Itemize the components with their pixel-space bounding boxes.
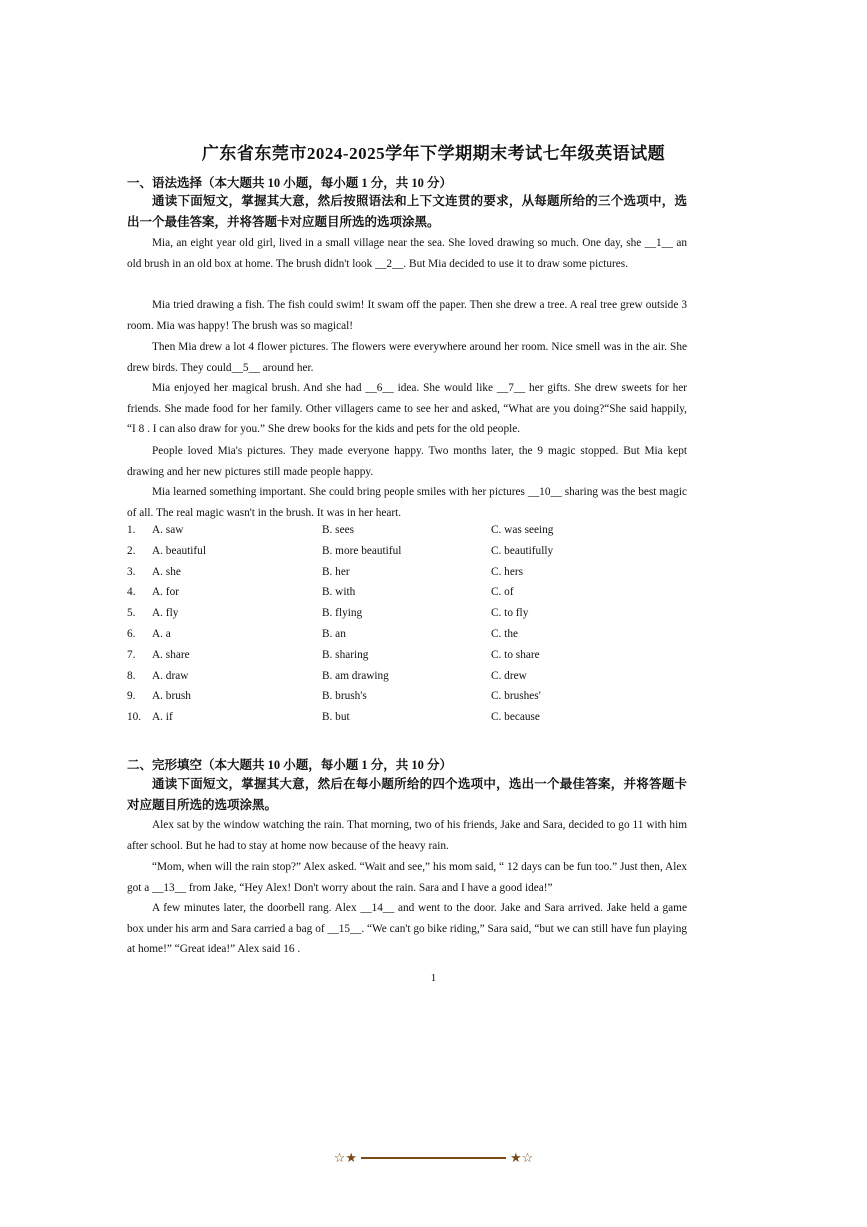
option-row <box>127 586 687 607</box>
option-row <box>127 690 687 711</box>
s1-paragraph-1: Mia, an eight year old girl, lived in a small village near the sea. She loved drawing so much. One day, she __1__ an old brush in an old box at home. The brush didn't look __2__. But Mia decided to use it to draw some pictures. <box>127 237 687 270</box>
option-a: A. brush <box>152 690 191 703</box>
option-number: 6. <box>127 627 136 640</box>
option-c: C. the <box>491 627 518 640</box>
page-number: 1 <box>430 972 437 984</box>
option-number: 3. <box>127 565 136 578</box>
option-c: C. drew <box>491 669 527 682</box>
s2-paragraph-3: A few minutes later, the doorbell rang. Alex __14__ and went to the door. Jake and Sara arrived. Jake held a game box under his arm and Sara carried a bag of __15__. “We can't go bike riding,” Sara said, “but we can still have fun playing at home!” “Great idea!” Alex said 16 . <box>127 902 687 956</box>
footer-rule <box>361 1157 506 1159</box>
footer-ornament <box>0 1150 867 1166</box>
s2-paragraph-1: Alex sat by the window watching the rain. That morning, two of his friends, Jake and Sara, decided to go 11 with him after school. But he had to stay at home now because of the heavy rain. <box>127 819 687 852</box>
option-b: B. sharing <box>322 648 369 661</box>
option-b: B. an <box>322 627 346 640</box>
option-a: A. beautiful <box>152 544 206 557</box>
option-c: C. beautifully <box>491 544 554 557</box>
section2-heading: 二、完形填空（本大题共 10 小题，每小题 1 分，共 10 分） <box>127 758 453 772</box>
option-c: C. of <box>491 586 514 599</box>
option-b: B. am drawing <box>322 669 389 682</box>
s1-paragraph-3: Then Mia drew a lot 4 flower pictures. The flowers were everywhere around her room. Nice smell was in the air. She drew birds. They could__5__ around her. <box>127 341 687 374</box>
option-c: C. to fly <box>491 607 529 620</box>
option-number: 5. <box>127 607 136 620</box>
option-row <box>127 524 687 545</box>
section2-instruction: 通读下面短文，掌握其大意，然后在每小题所给的四个选项中，选出一个最佳答案，并将答题卡对应题目所选的选项涂黑。 <box>127 777 687 812</box>
page-title: 广东省东莞市2024-2025学年下学期期末考试七年级英语试题 <box>201 144 666 163</box>
option-b: B. with <box>322 586 356 599</box>
option-number: 8. <box>127 669 136 682</box>
option-a: A. share <box>152 648 190 661</box>
option-row <box>127 711 687 732</box>
option-b: B. but <box>322 711 350 724</box>
option-number: 10. <box>127 711 142 724</box>
option-c: C. was seeing <box>491 524 554 536</box>
option-row <box>127 670 687 691</box>
option-number: 7. <box>127 648 136 661</box>
star-icon: ☆★ <box>333 1150 357 1165</box>
option-b: B. flying <box>322 607 363 620</box>
options-list <box>127 524 687 732</box>
s2-paragraph-2: “Mom, when will the rain stop?” Alex asked. “Wait and see,” his mom said, “ 12 days can be fun too.” Just then, Alex got a __13__ from Jake, “Hey Alex! Don't worry about the rain. Sara and I have a good idea!” <box>127 861 687 894</box>
option-row <box>127 628 687 649</box>
option-number: 4. <box>127 586 136 599</box>
option-a: A. she <box>152 565 181 578</box>
s1-paragraph-2: Mia tried drawing a fish. The fish could swim! It swam off the paper. Then she drew a tree. A real tree grew outside 3 room. Mia was happy! The brush was so magical! <box>127 299 687 332</box>
option-c: C. to share <box>491 648 540 661</box>
option-row <box>127 566 687 587</box>
option-c: C. brushes' <box>491 690 541 703</box>
option-b: B. sees <box>322 524 355 536</box>
s1-paragraph-4: Mia enjoyed her magical brush. And she had __6__ idea. She would like __7__ her gifts. She drew sweets for her friends. She made food for her family. Other villagers came to see her and asked, “What are you doing?“She said happily, “I 8 . I can also draw for you.” She drew books for the kids and pets for the old people. <box>127 382 687 436</box>
option-b: B. more beautiful <box>322 544 402 557</box>
option-a: A. draw <box>152 669 189 682</box>
option-row <box>127 545 687 566</box>
star-icon: ★☆ <box>510 1150 534 1165</box>
option-b: B. her <box>322 565 350 578</box>
option-b: B. brush's <box>322 690 367 703</box>
section1-instruction: 通读下面短文，掌握其大意，然后按照语法和上下文连贯的要求，从每题所给的三个选项中，选出一个最佳答案，并将答题卡对应题目所选的选项涂黑。 <box>127 194 687 229</box>
option-number: 1. <box>127 524 136 536</box>
option-a: A. if <box>152 711 173 724</box>
option-a: A. fly <box>152 607 179 620</box>
option-number: 9. <box>127 690 136 703</box>
option-number: 2. <box>127 544 136 557</box>
option-row <box>127 607 687 628</box>
option-c: C. because <box>491 711 540 724</box>
option-row <box>127 649 687 670</box>
option-a: A. for <box>152 586 179 599</box>
option-a: A. a <box>152 627 171 640</box>
s1-paragraph-5: People loved Mia's pictures. They made everyone happy. Two months later, the 9 magic stopped. But Mia kept drawing and her new pictures still made people happy. <box>127 445 687 478</box>
s1-paragraph-6: Mia learned something important. She could bring people smiles with her pictures __10__ sharing was the best magic of all. The real magic wasn't in the brush. It was in her heart. <box>127 486 687 519</box>
option-a: A. saw <box>152 524 184 536</box>
option-c: C. hers <box>491 565 524 578</box>
section1-heading: 一、语法选择（本大题共 10 小题，每小题 1 分，共 10 分） <box>127 176 453 190</box>
